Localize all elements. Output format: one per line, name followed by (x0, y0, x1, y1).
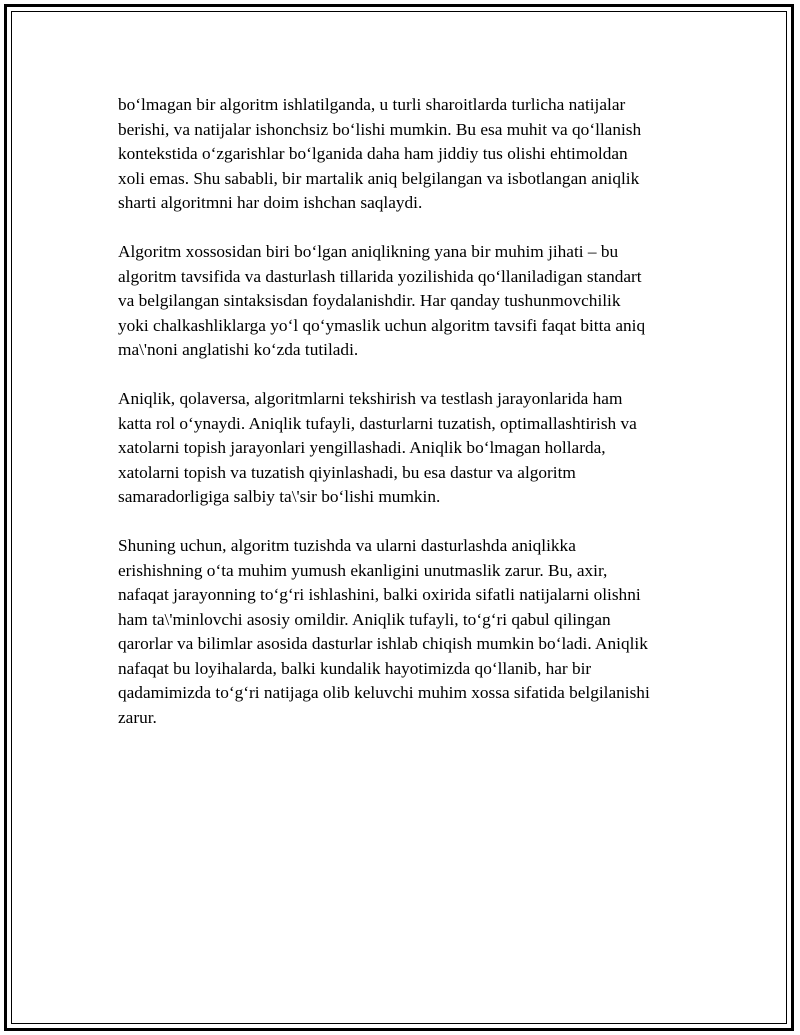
text-line: algoritm tavsifida va dasturlash tillarida yozilishida qo‘llaniladigan standart (118, 266, 642, 286)
text-line: xatolarni topish jarayonlari yengillashadi. Aniqlik bo‘lmagan hollarda, (118, 438, 606, 457)
text-line: erishishning o‘ta muhim yumush ekanligini unutmaslik zarur. Bu, axir, (118, 560, 608, 580)
paragraph-3 (118, 387, 698, 510)
document-body (118, 93, 698, 755)
text-line: Aniqlik, qolaversa, algoritmlarni tekshirish va testlash jarayonlarida ham (118, 389, 623, 408)
text-line: ham ta\'minlovchi asosiy omildir. Aniqlik tufayli, to‘g‘ri qabul qilingan (118, 609, 611, 629)
paragraph-1 (118, 93, 698, 216)
paragraph-2 (118, 240, 698, 363)
text-line: qadamimizda to‘g‘ri natijaga olib keluvchi muhim xossa sifatida belgilanishi (118, 683, 650, 702)
text-line: berishi, va natijalar ishonchsiz bo‘lishi mumkin. Bu esa muhit va qo‘llanish (118, 119, 642, 139)
text-line: xatolarni topish va tuzatish qiyinlashadi, bu esa dastur va algoritm (118, 462, 576, 482)
text-line: kontekstida o‘zgarishlar bo‘lganida daha ham jiddiy tus olishi ehtimoldan (118, 144, 628, 163)
text-line: zarur. (118, 707, 157, 727)
text-line: bo‘lmagan bir algoritm ishlatilganda, u turli sharoitlarda turlicha natijalar (118, 95, 626, 114)
text-line: va belgilangan sintaksisdan foydalanishdir. Har qanday tushunmovchilik (118, 291, 621, 310)
text-line: ma\'noni anglatishi ko‘zda tutiladi. (118, 340, 359, 359)
text-line: nafaqat jarayonning to‘g‘ri ishlashini, balki oxirida sifatli natijalarni olishni (118, 585, 641, 604)
text-line: Algoritm xossosidan biri bo‘lgan aniqlikning yana bir muhim jihati – bu (118, 242, 619, 261)
text-line: nafaqat bu loyihalarda, balki kundalik hayotimizda qo‘llanib, har bir (118, 658, 592, 678)
paragraph-4 (118, 534, 698, 730)
text-line: yoki chalkashliklarga yo‘l qo‘ymaslik uchun algoritm tavsifi faqat bitta aniq (118, 315, 646, 335)
text-line: Shuning uchun, algoritm tuzishda va ularni dasturlashda aniqlikka (118, 536, 576, 555)
text-line: sharti algoritmni har doim ishchan saqlaydi. (118, 193, 423, 212)
text-line: xoli emas. Shu sababli, bir martalik aniq belgilangan va isbotlangan aniqlik (118, 168, 640, 188)
text-line: katta rol o‘ynaydi. Aniqlik tufayli, dasturlarni tuzatish, optimallashtirish va (118, 413, 637, 433)
text-line: samaradorligiga salbiy ta\'sir bo‘lishi mumkin. (118, 487, 441, 506)
text-line: qarorlar va bilimlar asosida dasturlar ishlab chiqish mumkin bo‘ladi. Aniqlik (118, 634, 648, 653)
